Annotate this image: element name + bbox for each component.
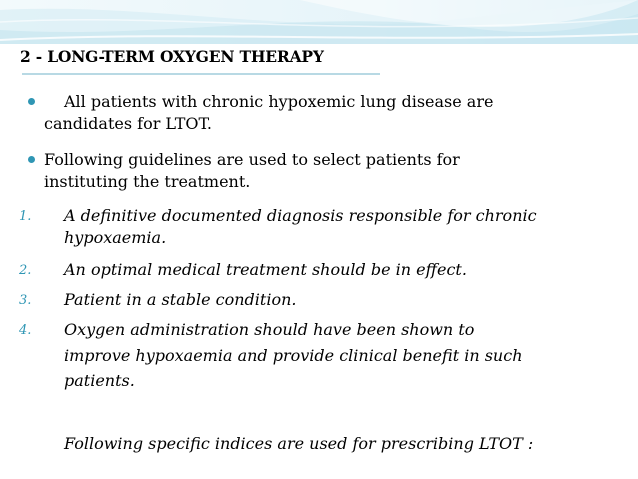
numbered-item-3 [64, 289, 296, 311]
list-number-2: 2. [19, 263, 32, 278]
bullet-1-line-2: candidates for LTOT. [44, 114, 212, 133]
numbered-item-2 [64, 259, 467, 281]
bullet-2-line-2: instituting the treatment. [44, 172, 251, 191]
list-number-1: 1. [19, 209, 32, 224]
numbered-1-line-2: hypoxaemia. [64, 228, 167, 247]
numbered-item-4 [64, 319, 474, 341]
closing-text: Following specific indices are used for prescribing LTOT : [64, 434, 534, 453]
bullet-icon [28, 156, 35, 163]
header-decoration [0, 0, 638, 44]
bullet-icon [28, 98, 35, 105]
list-number-4: 4. [19, 323, 32, 338]
numbered-3-line-1: Patient in a stable condition. [64, 290, 297, 309]
bullet-item-2-cont [44, 171, 250, 192]
numbered-4-line-1: Oxygen administration should have been shown to [64, 320, 475, 339]
numbered-2-line-1: An optimal medical treatment should be in effect. [64, 260, 467, 279]
bullet-1-line-1: All patients with chronic hypoxemic lung disease are [64, 92, 494, 111]
slide-title: 2 - LONG-TERM OXYGEN THERAPY [20, 47, 324, 66]
bullet-item-1 [64, 91, 493, 112]
numbered-item-4-cont-1 [64, 345, 523, 367]
list-number-3: 3. [19, 293, 32, 308]
numbered-item-1-cont [64, 227, 166, 249]
numbered-4-line-3: patients. [64, 371, 135, 390]
bullet-2-line-1: Following guidelines are used to select patients for [44, 150, 460, 169]
numbered-item-1 [64, 205, 537, 227]
numbered-4-line-2: improve hypoxaemia and provide clinical benefit in such [64, 346, 523, 365]
numbered-item-4-cont-2 [64, 370, 135, 392]
numbered-1-line-1: A definitive documented diagnosis responsible for chronic [64, 206, 537, 225]
bullet-item-1-cont [44, 113, 212, 134]
bullet-item-2 [44, 149, 460, 170]
title-underline [22, 73, 380, 75]
